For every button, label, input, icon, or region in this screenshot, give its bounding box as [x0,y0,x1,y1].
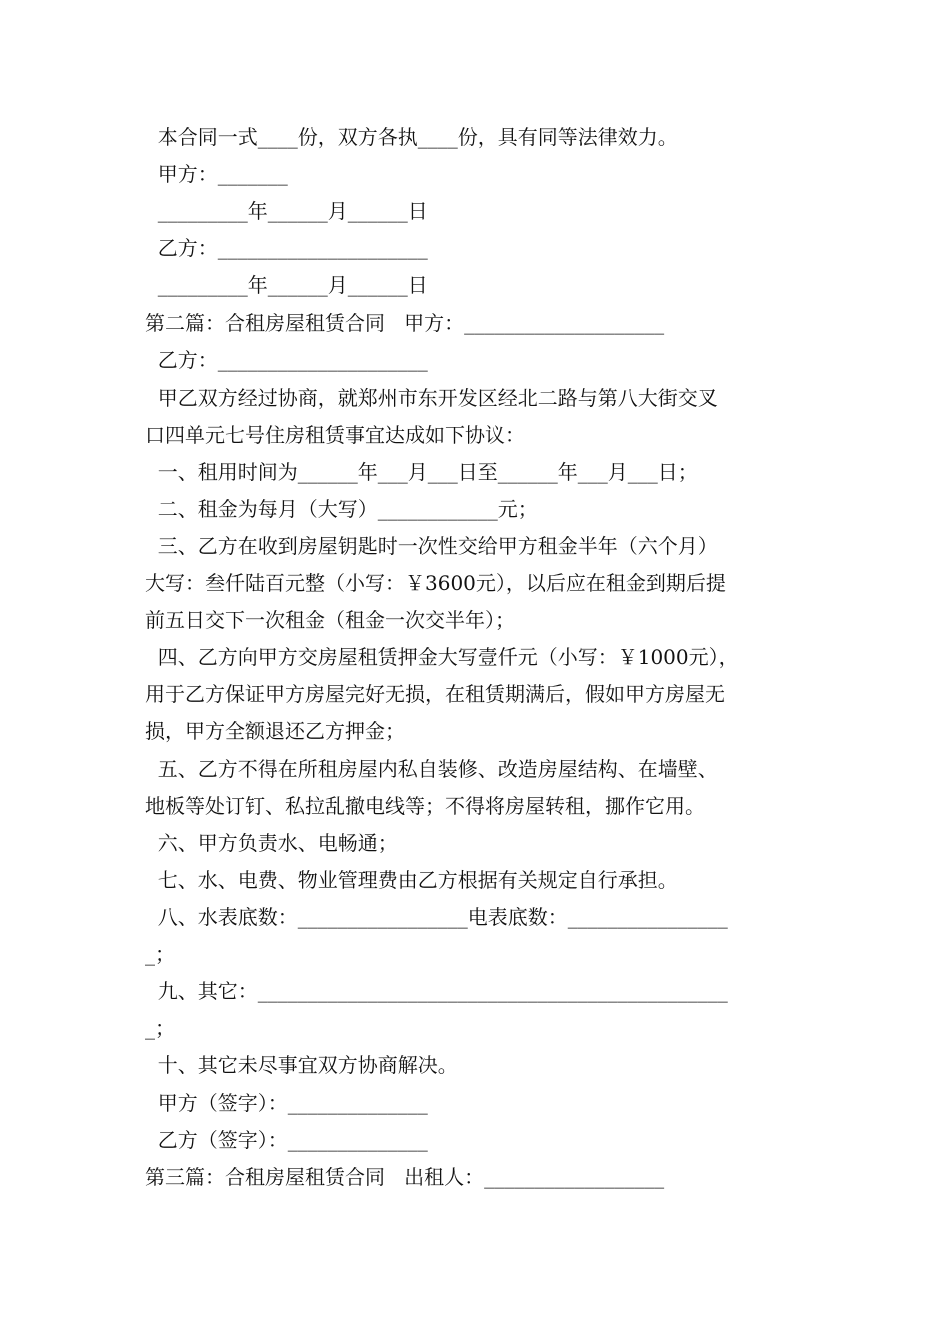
section-heading: 第二篇：合租房屋租赁合同 甲方：____________________ [145,311,665,335]
text-line: 一、租用时间为______年___月___日至______年___月___日； [145,460,698,484]
text-line: _； [145,942,175,966]
text-line: _； [145,1016,175,1040]
text-line: 甲乙双方经过协商，就郑州市东开发区经北二路与第八大街交叉 [145,386,718,410]
text-line: 用于乙方保证甲方房屋完好无损，在租赁期满后，假如甲方房屋无 [145,682,725,706]
text-line: 本合同一式____份，双方各执____份，具有同等法律效力。 [145,125,678,149]
text-line: 大写：叁仟陆百元整（小写：￥3600元），以后应在租金到期后提 [145,571,726,595]
section-heading: 第三篇：合租房屋租赁合同 出租人：__________________ [145,1165,665,1189]
text-line: 二、租金为每月（大写）____________元； [145,497,538,521]
text-line: 损，甲方全额退还乙方押金； [145,719,405,743]
text-line: 八、水表底数：_________________电表底数：________________ [145,905,728,929]
text-line: 十、其它未尽事宜双方协商解决。 [145,1053,458,1077]
text-line: 三、乙方在收到房屋钥匙时一次性交给甲方租金半年（六个月） [145,534,718,558]
text-line: 甲方（签字）：______________ [145,1091,428,1115]
text-line: 甲方：_______ [145,162,288,186]
text-line: _________年______月______日 [145,199,428,223]
text-line: 乙方：_____________________ [145,236,428,260]
text-line: 六、甲方负责水、电畅通； [145,831,398,855]
text-line: 乙方：_____________________ [145,348,428,372]
text-line: _________年______月______日 [145,273,428,297]
text-line: 乙方（签字）：______________ [145,1128,428,1152]
text-line: 四、乙方向甲方交房屋租赁押金大写壹仟元（小写：￥1000元）， [145,645,739,669]
text-line: 七、水、电费、物业管理费由乙方根据有关规定自行承担。 [145,868,678,892]
text-line: 五、乙方不得在所租房屋内私自装修、改造房屋结构、在墙壁、 [145,757,718,781]
text-line: 地板等处订钉、私拉乱撤电线等；不得将房屋转租，挪作它用。 [145,794,705,818]
text-line: 九、其它：_______________________________________________ [145,979,728,1003]
text-line: 前五日交下一次租金（租金一次交半年）； [145,608,515,632]
text-line: 口四单元七号住房租赁事宜达成如下协议： [145,423,525,447]
